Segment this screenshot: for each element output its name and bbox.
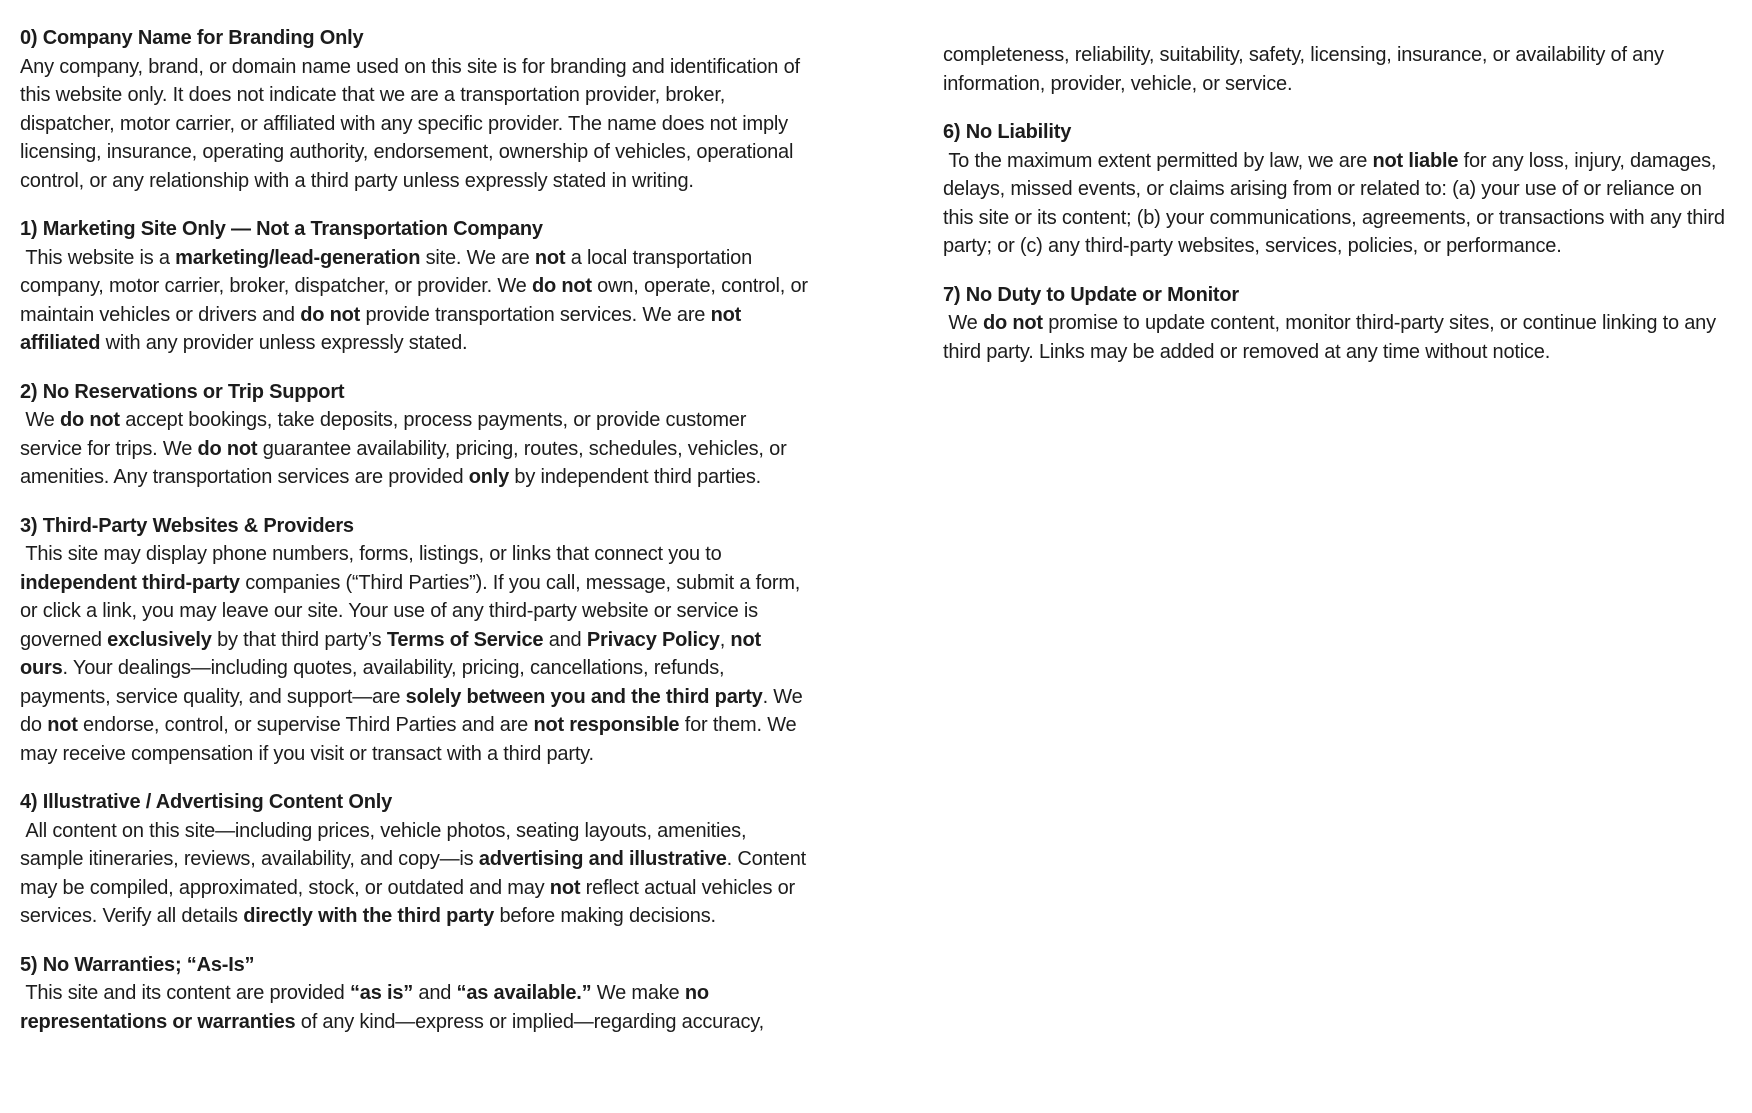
section-body-text: We make	[591, 982, 685, 1004]
section-body-text: of any kind—express or implied—regarding accuracy,	[295, 1010, 764, 1033]
terms-column-right	[943, 4, 1732, 1109]
section-body-text: before making decisions.	[494, 905, 716, 927]
section-body-text: by independent third parties.	[509, 466, 762, 488]
section-emphasis-text: not responsible	[533, 714, 680, 736]
section-body-text: own, operate, control, or maintain vehicles or drivers and	[20, 275, 814, 326]
section-heading: 0) Company Name for Branding Only	[20, 27, 364, 49]
section-emphasis-text: not	[549, 876, 581, 899]
section-emphasis-text: not	[534, 246, 566, 269]
section-emphasis-text: do not	[300, 303, 361, 326]
section-heading: 2) No Reservations or Trip Support	[20, 380, 345, 403]
section-body-text: We	[20, 409, 60, 431]
section-heading: 6) No Liability	[943, 121, 1072, 143]
section-emphasis-text: do not	[982, 312, 1043, 334]
section-body-text: for any loss, injury, damages, delays, missed events, or claims arising from or related to: (a) your use of or reliance on this site or its content; (b) your communications, agreements, or transactions with any third party; or (c) any third-party websites, services, policies, or performance.	[943, 149, 1731, 257]
section-body-text: site. We are	[420, 246, 535, 269]
section-body-text: This site may display phone numbers, forms, listings, or links that connect you to	[20, 543, 727, 565]
terms-section	[20, 24, 809, 195]
section-body-text: provide transportation services. We are	[360, 303, 711, 326]
section-body-text: a local transportation company, motor carrier, broker, dispatcher, or provider. We	[20, 246, 758, 297]
terms-section	[20, 788, 812, 931]
section-emphasis-text: “as is”	[349, 982, 414, 1004]
section-body-text: . We do	[20, 685, 808, 736]
terms-section	[943, 281, 1732, 367]
section-body-text: for them. We may receive compensation if you visit or transact with a third party.	[20, 714, 802, 765]
section-body-text: accept bookings, take deposits, process payments, or provide customer service for trips. We	[20, 409, 752, 460]
section-body-text: endorse, control, or supervise Third Parties and are	[77, 714, 534, 736]
section-body-text: . Your dealings—including quotes, availability, pricing, cancellations, refunds, payments, service quality, and support—are	[20, 657, 730, 708]
section-emphasis-text: no representations or warranties	[20, 982, 715, 1033]
section-body-text: guarantee availability, pricing, routes, schedules, vehicles, or amenities. Any transportation services are provided	[20, 437, 792, 488]
terms-section	[20, 215, 814, 358]
section-emphasis-text: do not	[59, 409, 120, 431]
section-body-text: To the maximum extent permitted by law, we are	[943, 149, 1373, 172]
section-emphasis-text: “as available.”	[456, 982, 592, 1004]
section-emphasis-text: not liable	[1372, 149, 1459, 172]
section-emphasis-text: only	[468, 466, 510, 488]
section-emphasis-text: exclusively	[107, 628, 212, 651]
section-body-text: with any provider unless expressly stated.	[100, 332, 468, 354]
section-body-text: All content on this site—including prices, vehicle photos, seating layouts, amenities, sample itineraries, reviews, availability, and copy—is	[20, 819, 752, 870]
terms-column-left	[20, 4, 814, 1109]
section-emphasis-text: not	[47, 714, 78, 736]
terms-section	[943, 118, 1732, 261]
section-emphasis-text: do not	[197, 437, 258, 460]
section-body-text: reflect actual vehicles or services. Verify all details	[20, 876, 801, 927]
section-heading: 1) Marketing Site Only — Not a Transportation Company	[20, 218, 543, 240]
terms-section	[20, 951, 809, 1037]
section-body-text: Any company, brand, or domain name used on this site is for branding and identification of this website only. It does not indicate that we are a transportation provider, broker, dispatcher, motor carrier, or affiliated with any specific provider. The name does not imply licensing, insurance, operating authority, endorsement, ownership of vehicles, operational control, or any relationship with a third party unless expressly stated in writing.	[20, 55, 806, 192]
section-body-text: . Content may be compiled, approximated, stock, or outdated and may	[20, 848, 812, 899]
section-heading: 7) No Duty to Update or Monitor	[943, 283, 1239, 306]
terms-section	[20, 378, 809, 492]
section-emphasis-text: marketing/lead-generation	[175, 246, 421, 269]
terms-section-continuation	[943, 41, 1732, 98]
section-emphasis-text: advertising and illustrative	[478, 848, 727, 870]
section-emphasis-text: Privacy Policy	[586, 628, 720, 651]
terms-section	[20, 512, 809, 769]
section-body-text: This site and its content are provided	[20, 982, 350, 1004]
section-body-text: We	[943, 312, 983, 334]
section-heading: 3) Third-Party Websites & Providers	[20, 514, 354, 537]
section-body-text: ,	[719, 628, 731, 651]
section-body-text: and	[413, 982, 457, 1004]
section-emphasis-text: independent third-party	[20, 571, 240, 594]
section-body-text: promise to update content, monitor third-party sites, or continue linking to any third party. Links may be added or removed at any time without notice.	[943, 312, 1722, 363]
section-body-text: by that third party’s	[211, 628, 387, 651]
section-emphasis-text: Terms of Service	[386, 628, 544, 651]
section-emphasis-text: solely between you and the third party	[405, 685, 763, 708]
section-emphasis-text: do not	[531, 275, 592, 297]
section-emphasis-text: directly with the third party	[243, 905, 495, 927]
section-body-text: and	[543, 628, 587, 651]
section-heading: 5) No Warranties; “As-Is”	[20, 953, 255, 976]
section-heading: 4) Illustrative / Advertising Content Only	[20, 791, 393, 813]
section-emphasis-text: not ours	[20, 628, 767, 679]
section-body-text: companies (“Third Parties”). If you call, message, submit a form, or click a link, you may leave our site. Your use of any third-party website or service is governed	[20, 571, 806, 651]
section-body-text: This website is a	[20, 246, 176, 269]
section-emphasis-text: not affiliated	[20, 303, 747, 354]
section-body-text: completeness, reliability, suitability, safety, licensing, insurance, or availability of any information, provider, vehicle, or service.	[943, 44, 1670, 95]
